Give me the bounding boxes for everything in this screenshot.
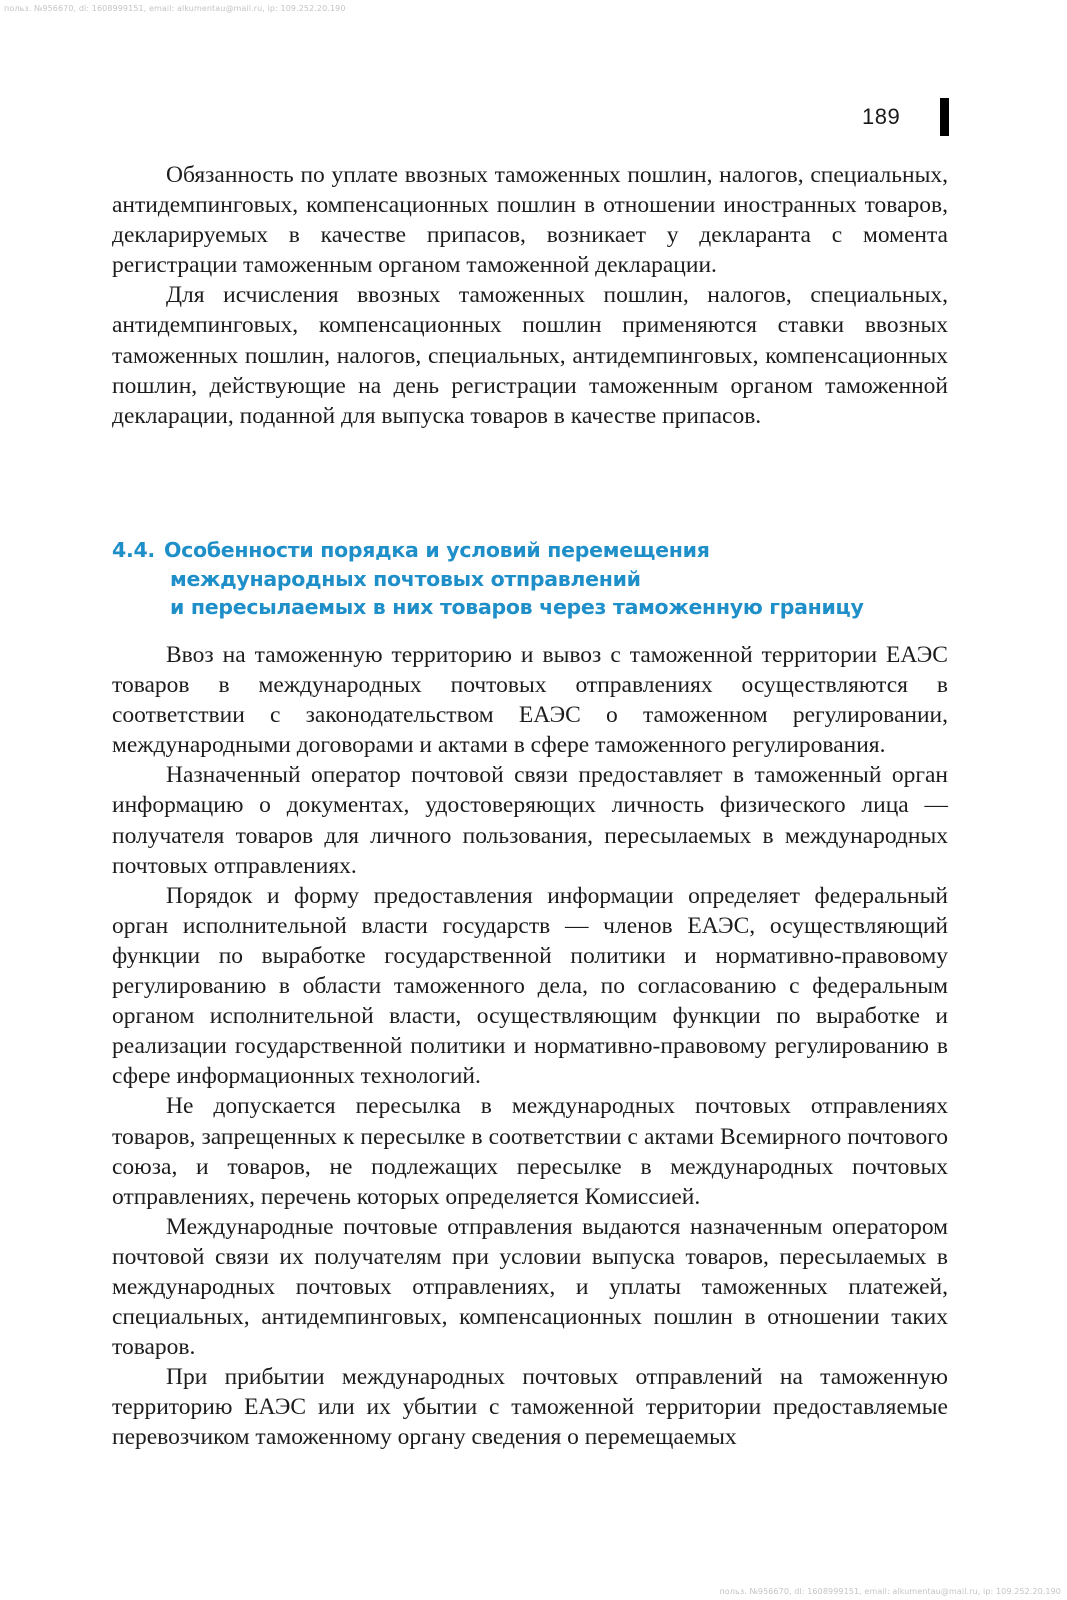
page-number-bar <box>940 98 949 136</box>
section-heading-line-3: и пересылаемых в них товаров через таможенную границу <box>170 595 864 619</box>
section-heading-line-1 <box>112 536 972 565</box>
paragraph: Ввоз на таможенную территорию и вывоз с таможенной территории ЕАЭС товаров в международных почтовых отправлениях осуществляются в соответствии с законодательством ЕАЭС о таможенном регулировании, международными договорами и актами в сфере таможенного регулирования. <box>112 642 948 759</box>
paragraph: Для исчисления ввозных таможенных пошлин, налогов, специальных, антидемпинговых, компенсационных пошлин применяются ставки ввозных таможенных пошлин, налогов, специальных, антидемпинговых, компенсационных пошлин, действующие на день регистрации таможенным органом таможенной декларации, поданной для выпуска товаров в качестве припасов. <box>112 282 948 429</box>
paragraph: При прибытии международных почтовых отправлений на таможенную территорию ЕАЭС или их убытии с таможенной территории предоставляемые перевозчиком таможенному органу сведения о перемещаемых <box>112 1364 948 1451</box>
paragraph: Не допускается пересылка в международных почтовых отправлениях товаров, запрещенных к пересылке в соответствии с актами Всемирного почтового союза, и товаров, не подлежащих пересылке в международных почтовых отправлениях, перечень которых определяется Комиссией. <box>112 1093 948 1210</box>
body-text-section <box>112 640 948 1453</box>
paragraph: Международные почтовые отправления выдаются назначенным оператором почтовой связи их получателям при условии выпуска товаров, пересылаемых в международных почтовых отправлениях, и уплаты таможенных платежей, специальных, антидемпинговых, компенсационных пошлин в отношении таких товаров. <box>112 1213 948 1361</box>
page-number: 189 <box>862 104 901 129</box>
section-title-line: Особенности порядка и условий перемещения <box>164 538 710 562</box>
watermark-bottom: польз. №956670, dl: 1608999151, email: alkumentau@mail.ru, ip: 109.252.20.190 <box>719 1587 1061 1596</box>
paragraph: Обязанность по уплате ввозных таможенных пошлин, налогов, специальных, антидемпинговых, компенсационных пошлин в отношении иностранных товаров, декларируемых в качестве припасов, возникает у декларанта с момента регистрации таможенным органом таможенной декларации. <box>112 162 948 279</box>
paragraph: Порядок и форму предоставления информации определяет федеральный орган исполнительной власти государств — членов ЕАЭС, осуществляющий функции по выработке государственной политики и нормативно-правовому регулированию в области таможенного дела, по согласованию с федеральным органом исполнительной власти, осуществляющим функции по выработке и реализации государственной политики и нормативно-правовому регулированию в сфере информационных технологий. <box>112 882 948 1090</box>
section-heading <box>112 536 972 622</box>
section-number: 4.4. <box>112 538 155 562</box>
watermark-top: польз. №956670, dl: 1608999151, email: alkumentau@mail.ru, ip: 109.252.20.190 <box>4 4 346 13</box>
section-heading-line-2: международных почтовых отправлений <box>170 566 641 591</box>
body-text-top <box>112 160 948 431</box>
paragraph: Назначенный оператор почтовой связи предоставляет в таможенный орган информацию о документах, удостоверяющих личность физического лица — получателя товаров для личного пользования, пересылаемых в международных почтовых отправлениях. <box>112 762 948 879</box>
